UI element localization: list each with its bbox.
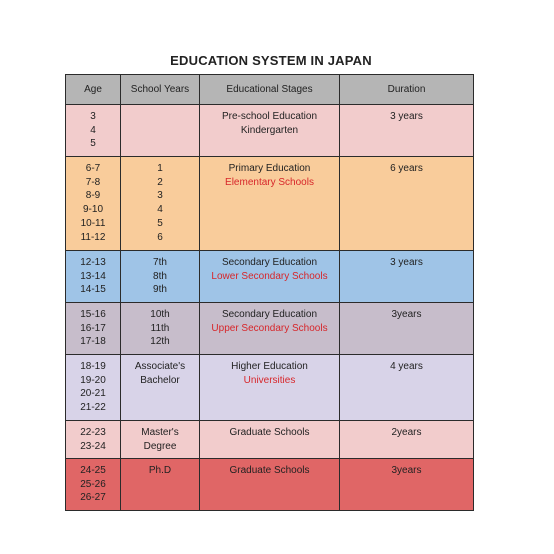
duration-cell: 3years	[340, 303, 474, 355]
stage-name: Graduate Schools	[229, 465, 310, 476]
education-table	[65, 74, 474, 511]
school-year-value: 5	[157, 217, 163, 229]
age-cell	[66, 105, 121, 157]
age-value: 7-8	[85, 176, 101, 188]
school-year-value: 6	[157, 231, 163, 243]
school-year-value: Degree	[143, 440, 177, 452]
age-value: 21-22	[80, 402, 106, 414]
table-row	[66, 157, 474, 251]
school-year-value: 10th	[150, 309, 170, 320]
school-year-value: 3	[157, 190, 163, 202]
stage-school-type: Lower Secondary Schools	[211, 270, 328, 282]
age-value: 5	[90, 138, 96, 150]
age-value: 23-24	[80, 440, 106, 452]
school-years-cell	[121, 157, 200, 251]
school-year-value: 4	[157, 204, 163, 216]
school-year-value: 1	[157, 163, 163, 174]
school-year-value: 12th	[150, 336, 170, 348]
age-value: 11-12	[80, 231, 106, 243]
duration-cell: 3 years	[340, 251, 474, 303]
age-cell	[66, 303, 121, 355]
stage-school-type: Elementary Schools	[225, 176, 314, 188]
table-row	[66, 303, 474, 355]
age-value: 12-13	[80, 257, 106, 268]
stage-cell	[200, 251, 340, 303]
header-educational-stages: Educational Stages	[200, 75, 340, 105]
age-value: 15-16	[80, 309, 106, 320]
header-age: Age	[66, 75, 121, 105]
stage-cell	[200, 105, 340, 157]
school-year-value: 8th	[153, 270, 167, 282]
stage-cell	[200, 303, 340, 355]
duration-cell: 3years	[340, 459, 474, 511]
age-value: 3	[90, 111, 96, 122]
school-year-value: Ph.D	[148, 465, 172, 476]
duration-cell: 4 years	[340, 355, 474, 421]
age-value: 14-15	[80, 284, 106, 296]
table-row	[66, 355, 474, 421]
age-value: 26-27	[80, 492, 106, 504]
table-row	[66, 421, 474, 459]
school-years-cell	[121, 303, 200, 355]
stage-cell	[200, 459, 340, 511]
duration-cell: 2years	[340, 421, 474, 459]
school-year-value: Bachelor	[140, 374, 180, 386]
school-years-cell	[121, 421, 200, 459]
age-value: 10-11	[80, 217, 106, 229]
table-row	[66, 105, 474, 157]
table-row	[66, 251, 474, 303]
school-year-value: 7th	[153, 257, 167, 268]
stage-name: Secondary Education	[221, 309, 318, 320]
stage-name: Graduate Schools	[229, 427, 310, 438]
stage-name: Higher Education	[231, 361, 308, 372]
age-cell	[66, 459, 121, 511]
school-year-value: 11th	[150, 322, 170, 334]
school-year-value: Associate's	[134, 361, 186, 372]
stage-school-type: Kindergarten	[240, 124, 299, 136]
header-school-years: School Years	[121, 75, 200, 105]
age-cell	[66, 157, 121, 251]
age-value: 18-19	[80, 361, 106, 372]
age-value: 6-7	[85, 163, 101, 174]
duration-cell: 3 years	[340, 105, 474, 157]
stage-cell	[200, 421, 340, 459]
stage-name: Pre-school Education	[221, 111, 318, 122]
age-cell	[66, 355, 121, 421]
school-year-value: Master's	[141, 427, 179, 438]
school-years-cell	[121, 251, 200, 303]
age-value: 8-9	[85, 190, 101, 202]
stage-cell	[200, 355, 340, 421]
duration-cell: 6 years	[340, 157, 474, 251]
age-value: 13-14	[80, 270, 106, 282]
age-value: 25-26	[80, 478, 106, 490]
page-title: EDUCATION SYSTEM IN JAPAN	[170, 53, 372, 68]
header-row	[66, 75, 474, 105]
age-cell	[66, 421, 121, 459]
school-year-value: 9th	[153, 284, 167, 296]
age-value: 16-17	[80, 322, 106, 334]
age-value: 4	[90, 124, 96, 136]
age-value: 24-25	[80, 465, 106, 476]
school-years-cell	[121, 355, 200, 421]
header-duration: Duration	[340, 75, 474, 105]
stage-school-type: Upper Secondary Schools	[211, 322, 328, 334]
age-value: 20-21	[80, 388, 106, 400]
age-value: 22-23	[80, 427, 106, 438]
school-years-cell	[121, 105, 200, 157]
stage-name: Secondary Education	[221, 257, 318, 268]
age-value: 19-20	[80, 374, 106, 386]
stage-name: Primary Education	[228, 163, 311, 174]
age-cell	[66, 251, 121, 303]
school-years-cell	[121, 459, 200, 511]
age-value: 9-10	[82, 204, 103, 216]
school-year-value: 2	[157, 176, 163, 188]
stage-cell	[200, 157, 340, 251]
table-row	[66, 459, 474, 511]
stage-school-type: Universities	[243, 374, 296, 386]
age-value: 17-18	[80, 336, 106, 348]
